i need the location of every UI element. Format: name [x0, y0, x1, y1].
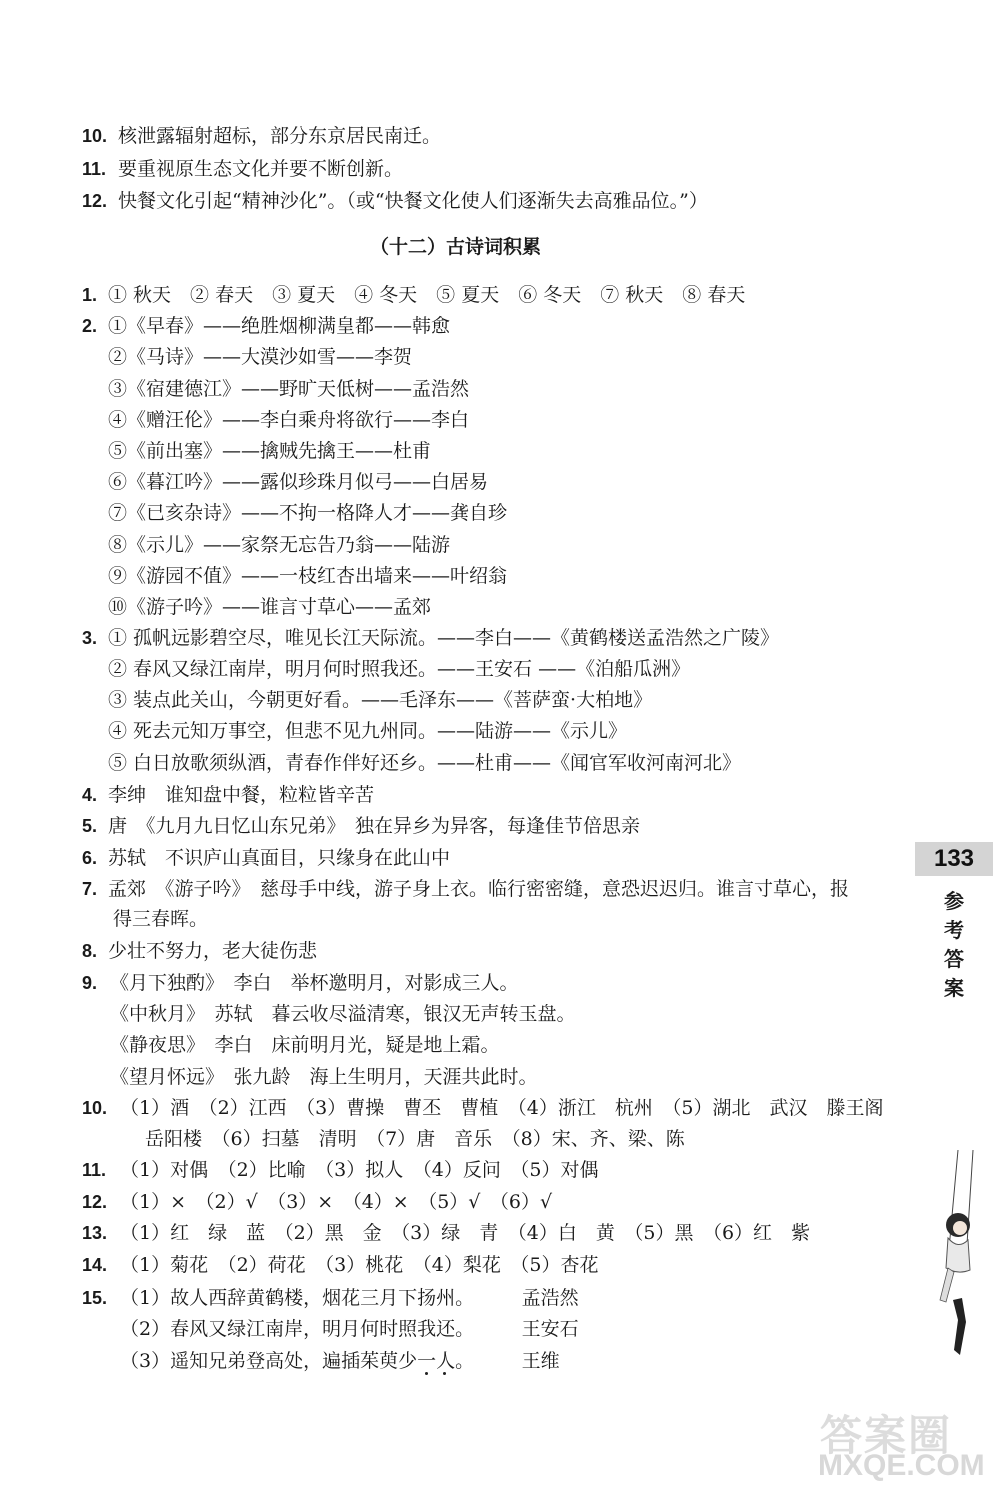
section-title: （十二）古诗词积累 — [370, 236, 542, 258]
answer-text: 快餐文化引起“精神沙化”。（或“快餐文化使人们逐渐失去高雅品位。”） — [118, 190, 708, 212]
answer-text: ⑨《游园不值》——一枝红杏出墙来——叶绍翁 — [108, 565, 508, 587]
side-label-char: 参 — [944, 889, 964, 913]
answer-text: ⑧《示儿》——家祭无忘告乃翁——陆游 — [108, 534, 451, 556]
answer-text: 《静夜思》 李白 床前明月光，疑是地上霜。 — [110, 1034, 500, 1056]
item-number: 11. — [82, 159, 107, 179]
section-side-label — [934, 887, 974, 1003]
answer-text: （2）春风又绿江南岸，明月何时照我还。 王安石 — [120, 1318, 579, 1340]
item-number: 8. — [82, 941, 98, 961]
side-label-char: 考 — [944, 918, 964, 942]
emphasis-dot — [425, 1372, 428, 1375]
answer-text: ②《马诗》——大漠沙如雪——李贺 — [108, 346, 413, 368]
answer-text: 《中秋月》 苏轼 暮云收尽溢清寒，银汉无声转玉盘。 — [110, 1003, 576, 1025]
answer-text: （1）菊花 （2）荷花 （3）桃花 （4）梨花 （5）杏花 — [120, 1254, 599, 1276]
item-number: 1. — [82, 285, 98, 305]
side-label-char: 案 — [944, 976, 964, 1000]
answer-text: ⑦《已亥杂诗》——不拘一格降人才——龚自珍 — [108, 502, 508, 524]
item-number: 2. — [82, 316, 98, 336]
answer-text: ⑩《游子吟》——谁言寸草心——孟郊 — [108, 596, 432, 618]
item-number: 4. — [82, 785, 98, 805]
item-number: 3. — [82, 628, 98, 648]
item-number: 14. — [82, 1255, 108, 1275]
answer-text: （1）酒 （2）江西 （3）曹操 曹丕 曹植 （4）浙江 杭州 （5）湖北 武汉 滕王阁 — [120, 1097, 884, 1119]
answer-text: （1）故人西辞黄鹤楼，烟花三月下扬州。 孟浩然 — [120, 1287, 579, 1309]
answer-text: ① 秋天 ② 春天 ③ 夏天 ④ 冬天 ⑤ 夏天 ⑥ 冬天 ⑦ 秋天 ⑧ 春天 — [108, 284, 746, 306]
side-label-char: 答 — [944, 947, 964, 971]
answer-text: （3）遥知兄弟登高处，遍插茱萸少一人。 王维 — [120, 1350, 560, 1372]
answer-text: ④ 死去元知万事空，但悲不见九州同。——陆游——《示儿》 — [108, 720, 628, 742]
answer-text: （1）红 绿 蓝 （2）黑 金 （3）绿 青 （4）白 黄 （5）黑 （6）红 紫 — [120, 1222, 811, 1244]
answer-text: 孟郊 《游子吟》 慈母手中线，游子身上衣。临行密密缝，意恐迟迟归。谁言寸草心，报 — [108, 878, 850, 900]
watermark-url: MXQE.COM — [818, 1449, 985, 1482]
item-number: 5. — [82, 816, 98, 836]
answer-text: 要重视原生态文化并要不断创新。 — [118, 158, 404, 180]
swing-girl-illustration — [918, 1150, 988, 1365]
answer-text: ③《宿建德江》——野旷天低树——孟浩然 — [108, 378, 470, 400]
item-number: 13. — [82, 1223, 108, 1243]
answer-text: 核泄露辐射超标，部分东京居民南迁。 — [118, 125, 442, 147]
item-number: 12. — [82, 1192, 108, 1212]
emphasis-dot — [443, 1372, 446, 1375]
item-number: 7. — [82, 879, 98, 899]
page-number: 133 — [915, 842, 993, 876]
answer-text: ⑥《暮江吟》——露似珍珠月似弓——白居易 — [108, 471, 489, 493]
answer-text: 《月下独酌》 李白 举杯邀明月，对影成三人。 — [110, 972, 519, 994]
item-number: 10. — [82, 1098, 108, 1118]
answer-text: （1）对偶 （2）比喻 （3）拟人 （4）反问 （5）对偶 — [120, 1159, 599, 1181]
answer-text: （1）× （2）√ （3）× （4）× （5）√ （6）√ — [120, 1191, 553, 1213]
answer-text: 得三春晖。 — [113, 908, 209, 930]
item-number: 6. — [82, 848, 98, 868]
answer-text: ① 孤帆远影碧空尽，唯见长江天际流。——李白——《黄鹤楼送孟浩然之广陵》 — [108, 627, 780, 649]
answer-text: 苏轼 不识庐山真面目，只缘身在此山中 — [108, 847, 451, 869]
answer-text: 李绅 谁知盘中餐，粒粒皆辛苦 — [108, 784, 375, 806]
answer-text: ⑤ 白日放歌须纵酒，青春作伴好还乡。——杜甫——《闻官军收河南河北》 — [108, 752, 742, 774]
answer-text: ③ 装点此关山，今朝更好看。——毛泽东——《菩萨蛮·大柏地》 — [108, 689, 653, 711]
answer-text: 岳阳楼 （6）扫墓 清明 （7）唐 音乐 （8）宋、齐、梁、陈 — [145, 1128, 685, 1150]
item-number: 12. — [82, 191, 108, 211]
item-number: 9. — [82, 973, 98, 993]
answer-text: 少壮不努力，老大徒伤悲 — [108, 940, 318, 962]
watermark-logo: 答案圈 — [820, 1411, 953, 1460]
answer-text: 唐 《九月九日忆山东兄弟》 独在异乡为异客，每逢佳节倍思亲 — [108, 815, 641, 837]
answer-text: ④《赠汪伦》——李白乘舟将欲行——李白 — [108, 409, 470, 431]
answer-text: 《望月怀远》 张九龄 海上生明月，天涯共此时。 — [110, 1066, 538, 1088]
item-number: 10. — [82, 126, 108, 146]
answer-text: ⑤《前出塞》——擒贼先擒王——杜甫 — [108, 440, 432, 462]
answer-text: ①《早春》——绝胜烟柳满皇都——韩愈 — [108, 315, 451, 337]
item-number: 11. — [82, 1160, 107, 1180]
answer-text: ② 春风又绿江南岸，明月何时照我还。——王安石 ——《泊船瓜洲》 — [108, 658, 691, 680]
item-number: 15. — [82, 1288, 108, 1308]
